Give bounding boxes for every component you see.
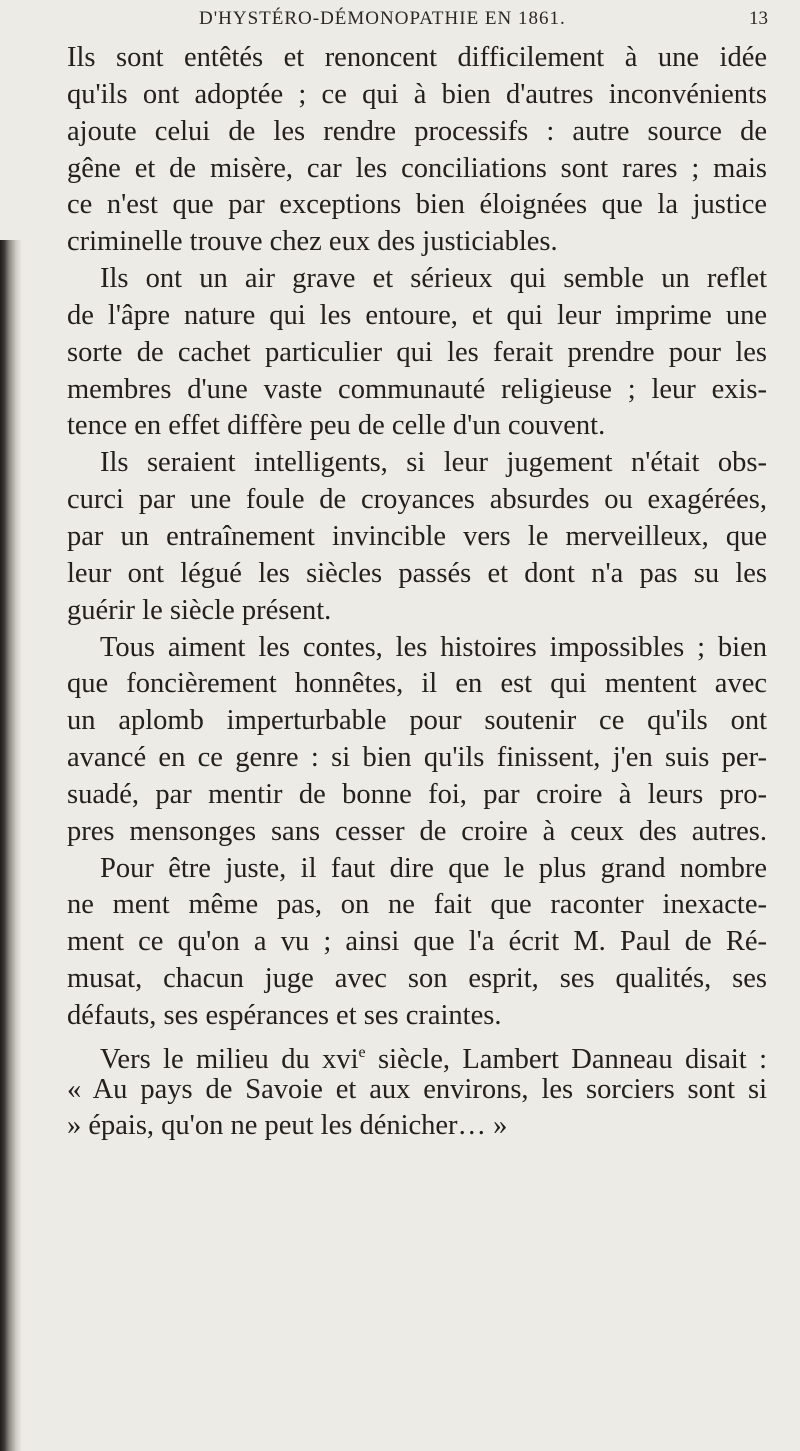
- running-head: [0, 8, 800, 38]
- text-line: musat, chacun juge avec son esprit, ses qualités, ses: [67, 963, 767, 995]
- text-fragment: siècle, Lambert Danneau disait :: [365, 1043, 768, 1075]
- text-line: suadé, par mentir de bonne foi, par croire à leurs pro-: [67, 778, 767, 810]
- text-line: que foncièrement honnêtes, il en est qui mentent avec: [67, 668, 767, 700]
- text-line: sorte de cachet particulier qui les ferait prendre pour les: [67, 336, 767, 368]
- binding-shadow: [0, 240, 22, 1451]
- text-fragment: Vers le milieu du xvi: [100, 1043, 359, 1075]
- text-line: par un entraînement invincible vers le merveilleux, que: [67, 520, 767, 552]
- running-title: D'HYSTÉRO-DÉMONOPATHIE EN 1861.: [199, 8, 566, 29]
- text-line: ne ment même pas, on ne fait que raconter inexacte-: [67, 889, 767, 921]
- text-line: avancé en ce genre : si bien qu'ils finissent, j'en suis per-: [67, 742, 767, 774]
- text-line: un aplomb imperturbable pour soutenir ce qu'ils ont: [67, 705, 767, 737]
- text-line: ajoute celui de les rendre processifs : autre source de: [67, 115, 767, 147]
- text-line: membres d'une vaste communauté religieuse ; leur exis-: [67, 373, 767, 405]
- text-line: gêne et de misère, car les conciliations sont rares ; mais: [67, 152, 767, 184]
- text-line: [67, 1035, 768, 1075]
- text-line: criminelle trouve chez eux des justiciables.: [67, 226, 558, 258]
- text-line: ment ce qu'on a vu ; ainsi que l'a écrit M. Paul de Ré-: [67, 926, 767, 958]
- page-number: 13: [749, 8, 768, 29]
- text-line: Ils sont entêtés et renoncent difficilement à une idée: [67, 42, 767, 73]
- text-line: Ils ont un air grave et sérieux qui semble un reflet: [100, 263, 767, 295]
- text-line: défauts, ses espérances et ses craintes.: [67, 999, 502, 1031]
- text-line: pres mensonges sans cesser de croire à ceux des autres.: [67, 815, 767, 847]
- text-line: de l'âpre nature qui les entoure, et qui leur imprime une: [67, 299, 767, 331]
- text-line: tence en effet diffère peu de celle d'un couvent.: [67, 410, 606, 442]
- text-line: leur ont légué les siècles passés et dont n'a pas su les: [67, 557, 767, 589]
- text-line: guérir le siècle présent.: [67, 594, 332, 626]
- text-line: « Au pays de Savoie et aux environs, les sorciers sont si: [67, 1073, 767, 1105]
- text-line: » épais, qu'on ne peut les dénicher… »: [67, 1110, 508, 1142]
- body-text: [67, 40, 767, 1145]
- text-line: qu'ils ont adoptée ; ce qui à bien d'autres inconvénients: [67, 78, 767, 110]
- superscript: e: [358, 1043, 366, 1061]
- text-line: ce n'est que par exceptions bien éloignées que la justice: [67, 189, 767, 221]
- text-line: Tous aiment les contes, les histoires impossibles ; bien: [100, 631, 767, 663]
- text-line: curci par une foule de croyances absurdes ou exagérées,: [67, 484, 767, 516]
- text-line: Pour être juste, il faut dire que le plus grand nombre: [100, 852, 767, 884]
- text-line: Ils seraient intelligents, si leur jugement n'était obs-: [100, 447, 767, 479]
